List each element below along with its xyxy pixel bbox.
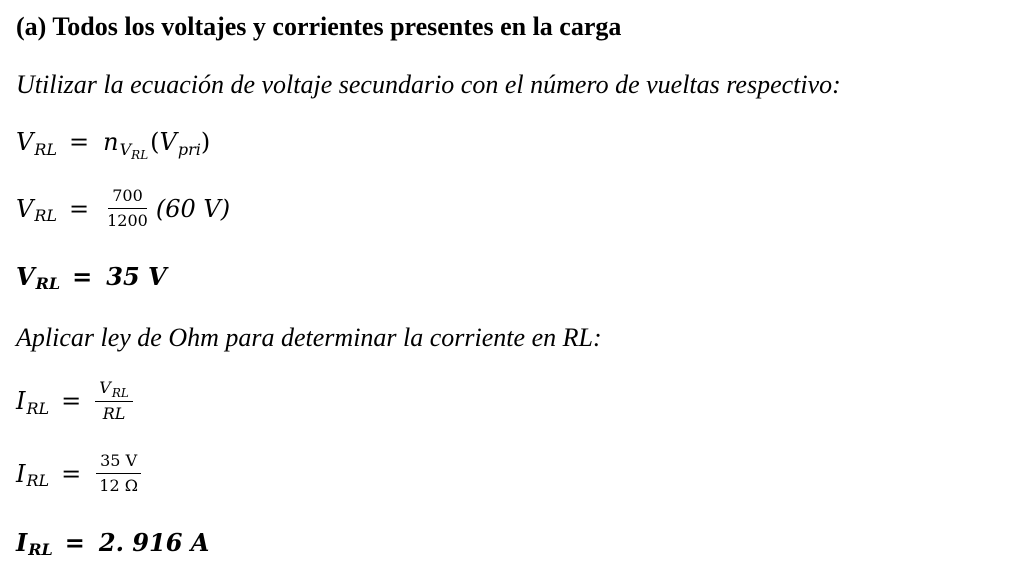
eq4-fraction [95,451,142,496]
equation-secondary-voltage-formula [16,128,211,162]
eq3-lhs-sub: RL [26,398,50,418]
eq4-lhs-sub: RL [26,471,50,490]
document-page [16,0,1006,567]
result2-equals: = [64,528,85,557]
eq4-denominator: 12 Ω [99,476,138,495]
eq2-equals: = [69,194,90,223]
instruction-secondary-voltage: Utilizar la ecuación de voltaje secundario con el número de vueltas respectivo: [16,70,841,99]
eq3-numerator [95,378,133,402]
result1-value: 35 V [106,262,167,291]
eq4-numerator: 35 V [96,451,141,474]
eq1-turns-sub [119,139,149,162]
eq3-num-sub: RL [111,386,129,400]
section-heading: (a) Todos los voltajes y corrientes presentes en la carga [16,12,622,41]
eq1-lhs-sub: RL [34,139,58,159]
eq1-arg-var: V [159,128,177,156]
result-load-voltage [16,262,167,291]
result1-lhs-var: V [16,262,35,291]
eq1-arg-sub: pri [177,139,201,159]
equation-ohms-law-formula [16,378,137,424]
instruction-ohms-law: Aplicar ley de Ohm para determinar la corriente en RL: [16,323,602,352]
eq2-numerator: 700 [108,186,147,209]
result2-lhs-sub: RL [28,540,53,559]
result2-value: 2. 916 A [98,528,210,557]
equation-ohms-law-substitution [16,451,146,496]
eq3-num-var: V [99,378,111,397]
eq1-lhs-var: V [16,128,34,156]
eq2-primary-voltage-factor: (60 V) [155,194,231,223]
eq2-lhs-sub: RL [34,206,58,225]
eq1-turns-var: n [103,128,119,156]
eq1-open-paren: ( [150,128,160,156]
eq4-lhs-var: I [16,459,26,488]
eq3-lhs-var: I [16,387,26,415]
result1-equals: = [72,262,93,291]
eq3-denominator: RL [102,404,126,423]
eq2-denominator: 1200 [107,211,148,230]
eq1-close-paren: ) [200,128,211,156]
eq1-turns-sub-var: V [119,139,132,159]
result1-lhs-sub: RL [35,274,61,293]
result-load-current [16,528,209,557]
eq2-turns-ratio-fraction [103,186,152,231]
result2-lhs-var: I [16,528,28,557]
eq1-equals: = [69,128,90,156]
eq3-equals: = [61,387,82,415]
eq3-fraction [95,378,133,424]
equation-secondary-voltage-substitution [16,186,230,231]
eq1-turns-sub-sub: RL [131,147,149,162]
eq2-lhs-var: V [16,194,34,223]
eq4-equals: = [61,459,82,488]
